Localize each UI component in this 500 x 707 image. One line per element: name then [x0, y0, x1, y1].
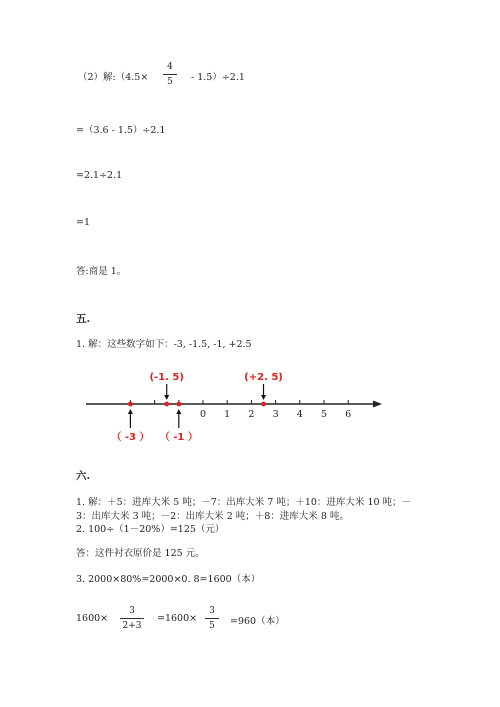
fraction-numerator: 3 — [209, 606, 215, 616]
tick-label: 5 — [320, 409, 328, 420]
calc-line-3: =2.1÷2.1 — [76, 170, 123, 181]
fraction-numerator: 4 — [167, 62, 173, 72]
point-label: （ -1 ） — [159, 432, 198, 443]
axis-arrowhead — [373, 401, 382, 408]
section-6-q2: 2. 100÷（1－20%）=125（元） — [76, 524, 225, 535]
section-5-heading: 五. — [76, 313, 91, 325]
fraction-numerator: 3 — [129, 606, 135, 616]
section-6-q1-line-1: 1. 解：＋5：进库大米 5 吨；－7：出库大米 7 吨；＋10：进库大米 10 吨；－ — [76, 497, 412, 508]
arrow-head — [261, 395, 266, 400]
point-marker — [261, 402, 266, 407]
calc-line-1-prefix: （2）解:（4.5× — [78, 72, 149, 83]
fraction-denominator: 5 — [209, 621, 215, 631]
arrow-head — [176, 409, 181, 414]
q3b-part-1: 1600× — [76, 613, 109, 624]
number-line-chart — [80, 368, 390, 448]
section-6-heading: 六. — [76, 470, 91, 482]
fraction-denominator: 2+3 — [122, 621, 142, 631]
point-label: （ -3 ） — [111, 432, 150, 443]
section-6-q3: 3. 2000×80%=2000×0. 8=1600（本） — [76, 574, 261, 585]
section-5-question-1: 1. 解：这些数字如下：-3, -1.5, -1, +2.5 — [76, 339, 252, 350]
calc-line-1-suffix: - 1.5）÷2.1 — [191, 72, 245, 83]
arrow-head — [128, 409, 133, 414]
arrow-head — [164, 395, 169, 400]
tick-label: 1 — [224, 409, 231, 420]
calc-line-2: =（3.6 - 1.5）÷2.1 — [76, 125, 166, 136]
tick-label: 2 — [248, 409, 255, 420]
tick-label: 4 — [296, 409, 303, 420]
point-label: (+2. 5) — [244, 372, 283, 383]
q3b-part-2: =1600× — [157, 613, 198, 624]
fraction-bar — [120, 618, 144, 619]
fraction-bar — [163, 74, 177, 75]
q3b-part-3: =960（本） — [230, 616, 285, 627]
tick-label: 3 — [272, 409, 279, 420]
fraction-4-5 — [163, 61, 177, 88]
point-marker — [128, 402, 133, 407]
section-6-q2-answer: 答：这件衬衣原价是 125 元。 — [76, 548, 205, 559]
point-marker — [164, 402, 169, 407]
calc-line-4: =1 — [76, 217, 91, 228]
point-label: (-1. 5) — [149, 372, 184, 383]
tick-label: 0 — [199, 409, 207, 420]
fraction-bar — [205, 618, 219, 619]
fraction-3-5 — [205, 605, 219, 632]
answer-line: 答:商是 1。 — [76, 266, 127, 277]
tick-label: 6 — [345, 409, 352, 420]
point-marker — [176, 402, 181, 407]
fraction-denominator: 5 — [167, 77, 173, 87]
section-6-q1-line-2: 3：出库大米 3 吨；－2：出库大米 2 吨；＋8：进库大米 8 吨。 — [76, 511, 349, 522]
fraction-3-over-2-plus-3 — [120, 605, 144, 632]
